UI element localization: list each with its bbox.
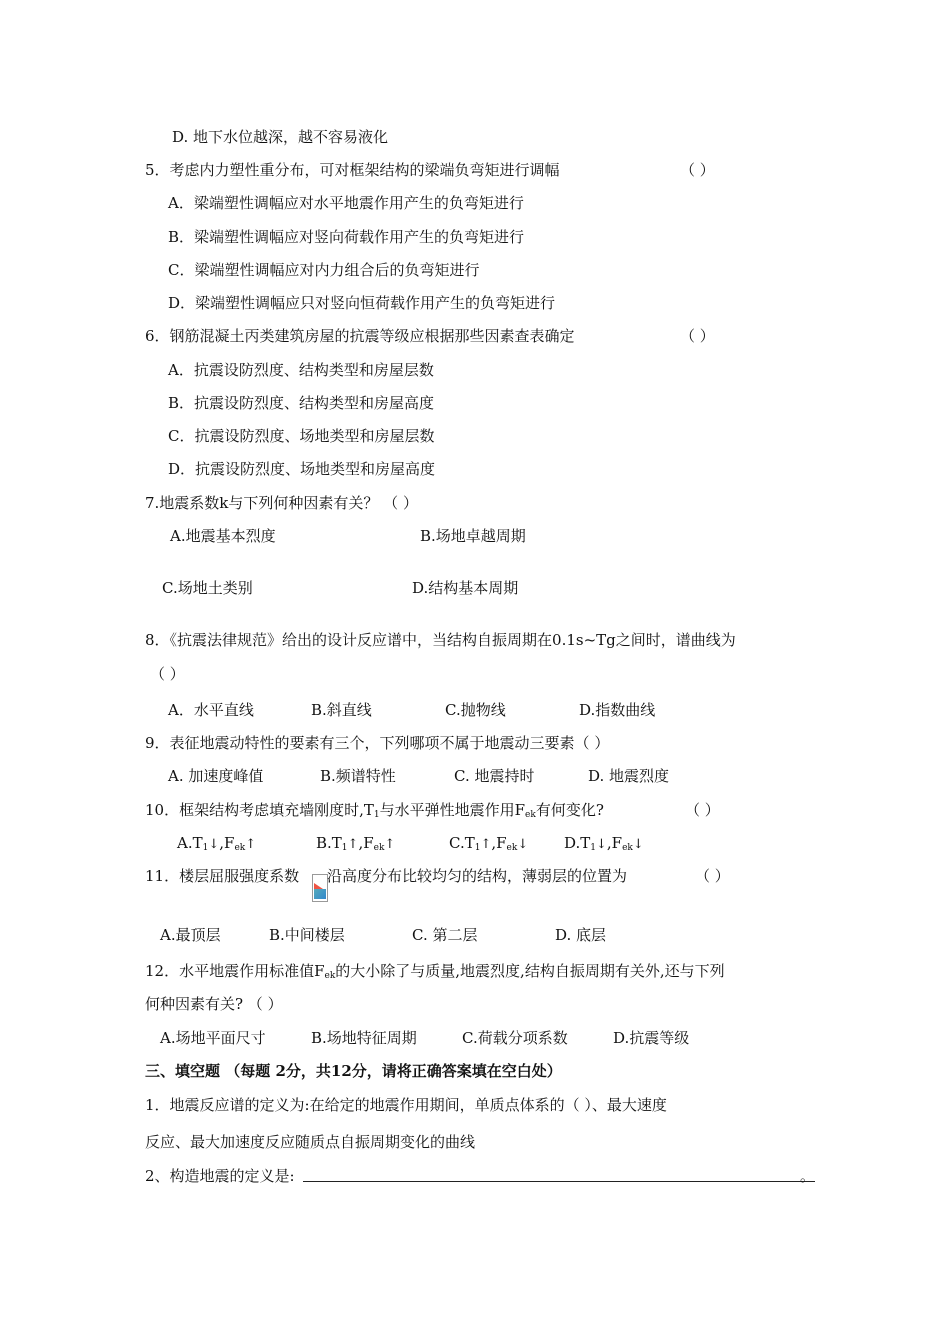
q8-option-d: D.指数曲线 (579, 701, 656, 719)
q10-a-f-arrow-icon: ↑ (245, 837, 257, 852)
fill2-answer-line (303, 1181, 815, 1182)
q5-stem: 5．考虑内力塑性重分布，可对框架结构的梁端负弯矩进行调幅 (145, 161, 560, 179)
q7-option-a: A.地震基本烈度 (170, 527, 276, 545)
q5-answer-paren: （ ） (680, 161, 715, 179)
q11-stem-part2: 沿高度分布比较均匀的结构，薄弱层的位置为 (327, 867, 628, 885)
section-3-heading: 三、填空题 （每题 2分，共12分，请将正确答案填在空白处） (145, 1062, 562, 1080)
fill2-label: 2、构造地震的定义是: (145, 1167, 295, 1185)
q7-option-d: D.结构基本周期 (412, 579, 519, 597)
q10-answer-paren: （ ） (685, 801, 720, 819)
q11-option-a: A.最顶层 (160, 926, 221, 944)
q5-option-a: A．梁端塑性调幅应对水平地震作用产生的负弯矩进行 (168, 194, 524, 212)
q10-option-a (177, 833, 256, 858)
q10-c-t-arrow-icon: ↑ (480, 837, 492, 852)
q10-a-f: ,F (219, 834, 235, 852)
q9-option-b: B.频谱特性 (320, 767, 396, 785)
q11-option-d: D. 底层 (555, 926, 607, 944)
q6-answer-paren: （ ） (680, 327, 715, 345)
q7-option-c: C.场地土类别 (162, 579, 253, 597)
q9-stem: 9．表征地震动特性的要素有三个，下列哪项不属于地震动三要素（ ） (145, 734, 610, 752)
q10-option-c (449, 833, 528, 858)
q6-option-d: D．抗震设防烈度、场地类型和房屋高度 (168, 460, 436, 478)
fill1-line1: 1．地震反应谱的定义为:在给定的地震作用期间，单质点体系的（ ）、最大速度 (145, 1096, 667, 1114)
q5-option-b: B．梁端塑性调幅应对竖向荷载作用产生的负弯矩进行 (168, 228, 525, 246)
q5-option-d: D．梁端塑性调幅应只对竖向恒荷载作用产生的负弯矩进行 (168, 294, 556, 312)
q8-answer-paren: （ ） (150, 665, 185, 683)
q6-option-c: C．抗震设防烈度、场地类型和房屋层数 (168, 427, 435, 445)
q12-stem-part1: 12．水平地震作用标准值F (145, 962, 325, 980)
q12-stem-part2: 的大小除了与质量,地震烈度,结构自振周期有关外,还与下列 (335, 962, 725, 980)
q10-a-f-sub: ek (234, 843, 246, 853)
q11-option-c: C. 第二层 (412, 926, 478, 944)
q10-b-t-arrow-icon: ↑ (347, 837, 359, 852)
q12-option-b: B.场地特征周期 (311, 1029, 417, 1047)
q12-option-d: D.抗震等级 (613, 1029, 690, 1047)
q10-b-t-sub: 1 (341, 843, 348, 853)
q12-stem-line2: 何种因素有关? （ ） (145, 995, 283, 1013)
q11-answer-paren: （ ） (695, 867, 730, 885)
q10-b-f-arrow-icon: ↑ (384, 837, 396, 852)
q9-option-d: D. 地震烈度 (588, 767, 670, 785)
q10-b-label: B.T (316, 834, 342, 852)
q5-option-c: C．梁端塑性调幅应对内力组合后的负弯矩进行 (168, 261, 480, 279)
q4-option-d: D. 地下水位越深，越不容易液化 (172, 128, 389, 146)
q10-c-f-arrow-icon: ↓ (517, 837, 529, 852)
q12-stem-line1 (145, 961, 725, 986)
q8-option-b: B.斜直线 (311, 701, 372, 719)
q10-b-f-sub: ek (373, 843, 385, 853)
q9-option-a: A. 加速度峰值 (168, 767, 264, 785)
broken-formula-image-icon (312, 874, 328, 902)
q11-option-b: B.中间楼层 (269, 926, 345, 944)
q10-d-f: ,F (606, 834, 623, 852)
q10-a-t-arrow-icon: ↓ (208, 837, 220, 852)
q10-option-b (316, 833, 395, 858)
q8-option-a: A．水平直线 (168, 701, 254, 719)
q10-c-t-sub: 1 (474, 843, 481, 853)
fill1-line2: 反应、最大加速度反应随质点自振周期变化的曲线 (145, 1133, 476, 1151)
q10-d-f-sub: ek (622, 843, 633, 853)
q10-d-t-arrow-icon: ↓ (596, 837, 607, 852)
q6-option-a: A．抗震设防烈度、结构类型和房屋层数 (168, 361, 434, 379)
q9-option-c: C. 地震持时 (454, 767, 535, 785)
q6-stem: 6．钢筋混凝土丙类建筑房屋的抗震等级应根据那些因素查表确定 (145, 327, 575, 345)
q7-stem: 7.地震系数k与下列何种因素有关？ （ ） (145, 494, 418, 512)
q10-fek-subscript: ek (525, 810, 536, 820)
q10-stem (145, 800, 604, 825)
q10-c-label: C.T (449, 834, 475, 852)
q10-a-label: A.T (177, 834, 203, 852)
q6-option-b: B．抗震设防烈度、结构类型和房屋高度 (168, 394, 435, 412)
q10-option-d (564, 833, 644, 858)
q10-d-f-arrow-icon: ↓ (632, 837, 644, 852)
q8-option-c: C.抛物线 (445, 701, 506, 719)
q10-t1-subscript: 1 (373, 810, 380, 820)
q12-fek-subscript: ek (324, 971, 336, 981)
fill2-end-mark: 。 (800, 1167, 816, 1185)
q10-c-f-sub: ek (506, 843, 518, 853)
q7-option-b: B.场地卓越周期 (420, 527, 526, 545)
q10-stem-part2: 与水平弹性地震作用F (379, 801, 526, 819)
q11-stem-part1: 11．楼层屈服强度系数 (145, 867, 300, 885)
q10-d-label: D.T (564, 834, 591, 852)
q10-c-f: ,F (491, 834, 507, 852)
q10-b-f: ,F (358, 834, 374, 852)
q12-option-a: A.场地平面尺寸 (160, 1029, 266, 1047)
q10-d-t-sub: 1 (590, 843, 596, 853)
q12-option-c: C.荷载分项系数 (462, 1029, 568, 1047)
q8-stem: 8．《抗震法律规范》给出的设计反应谱中，当结构自振周期在0.1s~Tg之间时，谱曲线为 (145, 631, 736, 649)
q10-stem-part1: 10．框架结构考虑填充墙刚度时,T (145, 801, 374, 819)
q10-stem-part3: 有何变化? (535, 801, 604, 819)
q10-a-t-sub: 1 (202, 843, 209, 853)
